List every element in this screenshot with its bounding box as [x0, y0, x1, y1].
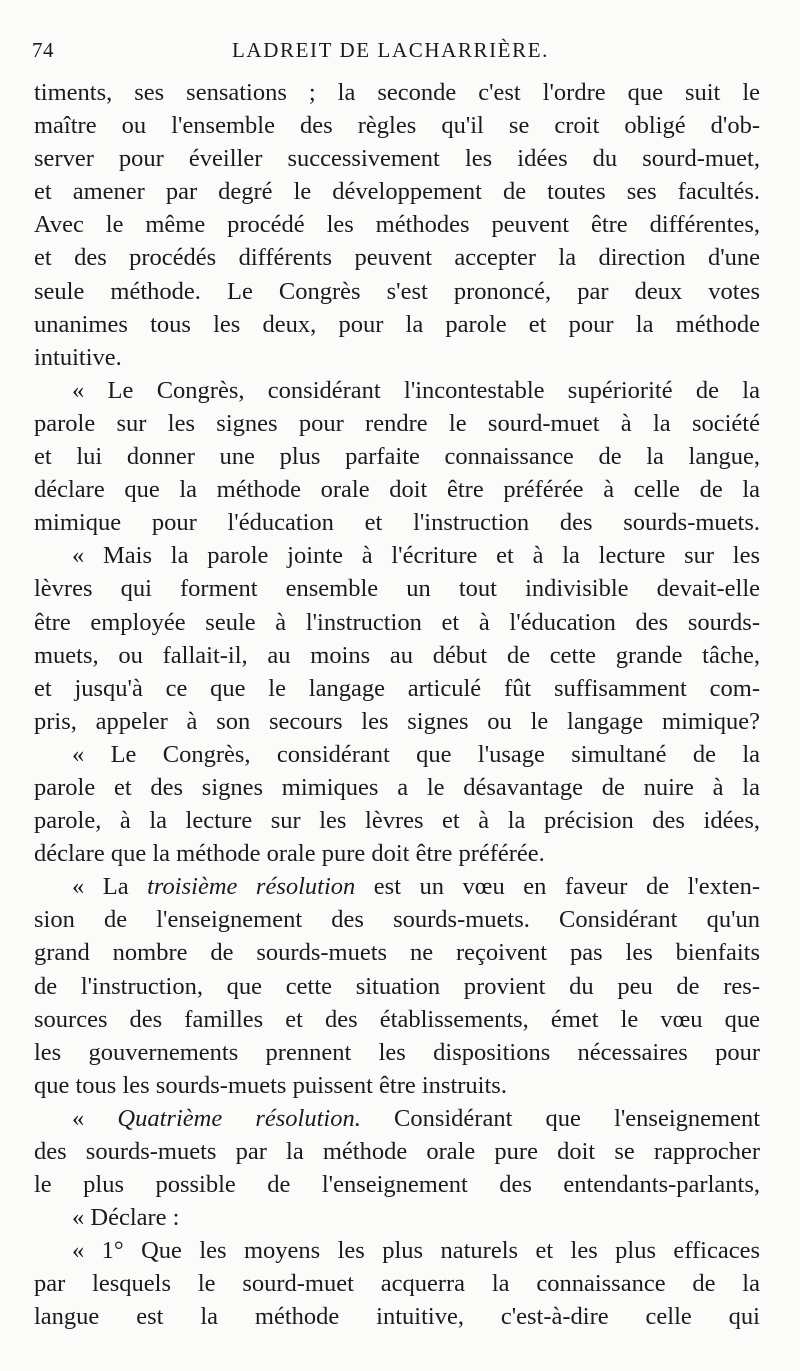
text-line: et amener par degré le développement de toutes ses facultés. [34, 178, 760, 206]
text-line: parole sur les signes pour rendre le sourd-muet à la société [34, 409, 760, 437]
text-line: grand nombre de sourds-muets ne reçoivent pas les bienfaits [34, 939, 760, 967]
text-line: parole et des signes mimiques a le désavantage de nuire à la [34, 773, 760, 801]
text-line: que tous les sourds-muets puissent être instruits. [34, 1071, 507, 1099]
text-line-mixed [34, 1102, 760, 1135]
text-line: server pour éveiller successivement les idées du sourd-muet, [34, 145, 760, 173]
text-line: « Déclare : [72, 1204, 180, 1232]
text-line: sources des familles et des établissements, émet le vœu que [34, 1005, 760, 1033]
text-line: le plus possible de l'enseignement des entendants-parlants, [34, 1171, 760, 1199]
text-line: et jusqu'à ce que le langage articulé fût suffisamment com- [34, 674, 760, 702]
text-line: déclare que la méthode orale doit être préférée à celle de la [34, 476, 760, 504]
text-line: timents, ses sensations ; la seconde c'est l'ordre que suit le [34, 79, 760, 106]
line-text: « La [72, 873, 129, 901]
text-line: unanimes tous les deux, pour la parole et pour la méthode [34, 310, 760, 338]
text-line: lèvres qui forment ensemble un tout indivisible devait-elle [34, 575, 760, 603]
text-line: et lui donner une plus parfaite connaissance de la langue, [34, 443, 760, 471]
text-line: être employée seule à l'instruction et à l'éducation des sourds- [34, 608, 760, 636]
text-line: seule méthode. Le Congrès s'est prononcé, par deux votes [34, 277, 760, 305]
text-line: les gouvernements prennent les dispositions nécessaires pour [34, 1038, 760, 1066]
text-line: des sourds-muets par la méthode orale pure doit se rapprocher [34, 1138, 760, 1165]
running-head: LADREIT DE LACHARRIÈRE. [232, 38, 549, 62]
text-line: maître ou l'ensemble des règles qu'il se croit obligé d'ob- [34, 112, 760, 140]
text-line: muets, ou fallait-il, au moins au début de cette grande tâche, [34, 641, 760, 669]
body-text [34, 76, 760, 1334]
text-line: par lesquels le sourd-muet acquerra la connaissance de la [34, 1270, 760, 1298]
text-line: sion de l'enseignement des sourds-muets. Considérant qu'un [34, 906, 760, 934]
text-line: de l'instruction, que cette situation provient du peu de res- [34, 972, 760, 1000]
text-line: « Le Congrès, considérant que l'usage simultané de la [72, 740, 760, 768]
text-line: pris, appeler à son secours les signes ou le langage mimique? [34, 707, 760, 735]
text-line: langue est la méthode intuitive, c'est-à-dire celle qui [34, 1303, 760, 1331]
text-line: parole, à la lecture sur les lèvres et à la précision des idées, [34, 807, 760, 835]
page-header [32, 38, 762, 68]
text-line: Avec le même procédé les méthodes peuvent être différentes, [34, 211, 760, 239]
line-text: Considérant que l'enseignement [394, 1104, 760, 1132]
text-line: « Mais la parole jointe à l'écriture et à la lecture sur les [72, 542, 760, 570]
italic-phrase: troisième résolution [147, 873, 356, 901]
text-line: « Le Congrès, considérant l'incontestable supériorité de la [72, 376, 760, 404]
text-line: intuitive. [34, 343, 122, 371]
italic-phrase: Quatrième résolution. [117, 1104, 361, 1132]
text-line: déclare que la méthode orale pure doit être préférée. [34, 840, 545, 868]
line-text: est un vœu en faveur de l'exten- [373, 873, 760, 901]
text-line: et des procédés différents peuvent accepter la direction d'une [34, 244, 760, 272]
line-text: « [72, 1104, 85, 1132]
text-line: mimique pour l'éducation et l'instruction des sourds-muets. [34, 509, 760, 537]
text-line: « 1° Que les moyens les plus naturels et les plus efficaces [72, 1237, 760, 1265]
text-line-mixed [34, 870, 760, 903]
page-number: 74 [32, 38, 54, 62]
